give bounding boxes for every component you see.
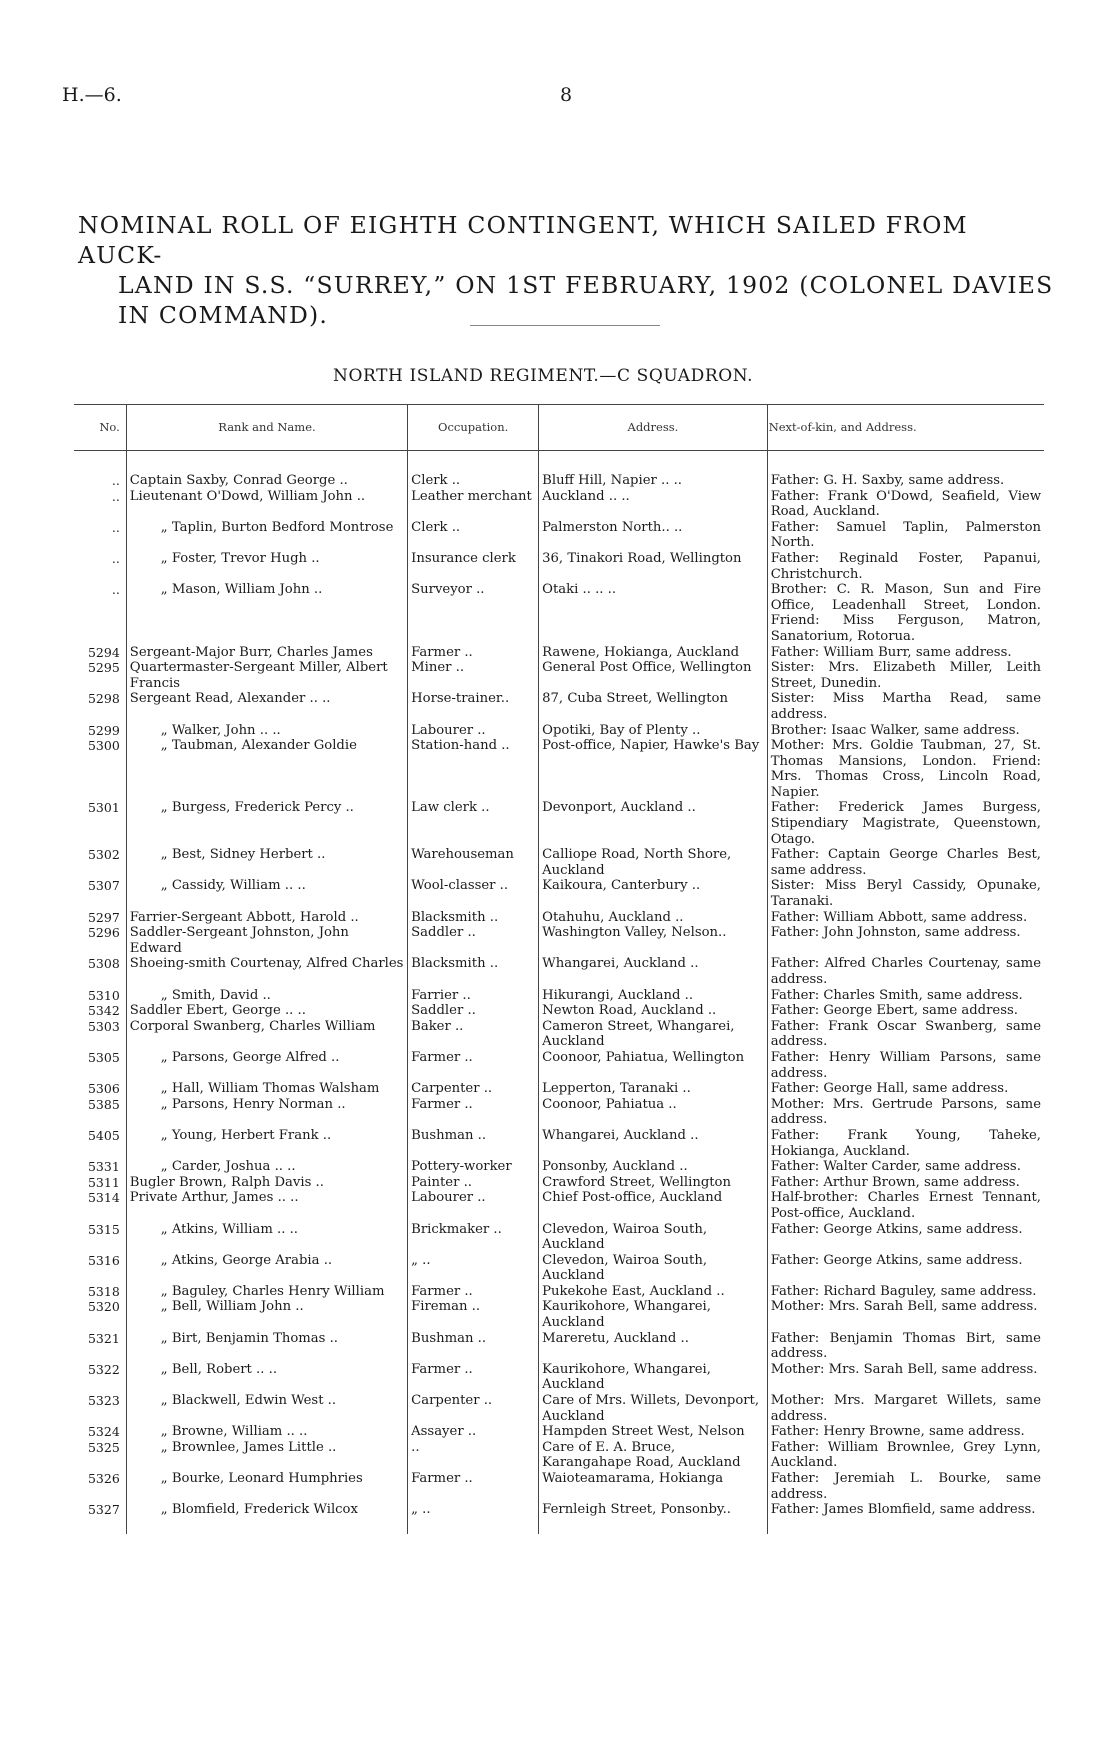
table-row [74, 1284, 1044, 1300]
cell-next-of-kin: Father: Captain George Charles Best, same address. [767, 847, 1044, 878]
cell-rank-name: Sergeant-Major Burr, Charles James [126, 645, 407, 661]
cell-address: Lepperton, Taranaki .. [539, 1081, 768, 1097]
cell-occupation: Station-hand .. [408, 738, 539, 800]
cell-rank-name: „ Cassidy, William .. .. [126, 878, 407, 909]
page-number: 8 [560, 84, 573, 106]
table-row [74, 738, 1044, 800]
cell-address: Crawford Street, Wellington [539, 1175, 768, 1191]
cell-rank-name: „ Parsons, Henry Norman .. [126, 1097, 407, 1128]
cell-next-of-kin: Father: George Ebert, same address. [767, 1003, 1044, 1019]
cell-no: .. [111, 550, 120, 566]
cell-address: Waioteamarama, Hokianga [539, 1471, 768, 1502]
cell-no: 5298 [87, 691, 120, 707]
title-divider [470, 325, 660, 326]
table-row [74, 660, 1044, 691]
cell-rank-name: „ Burgess, Frederick Percy .. [126, 800, 407, 847]
cell-next-of-kin: Mother: Mrs. Sarah Bell, same address. [767, 1299, 1044, 1330]
cell-next-of-kin: Father: George Hall, same address. [767, 1081, 1044, 1097]
cell-rank-name: „ Baguley, Charles Henry William [126, 1284, 407, 1300]
table-row [74, 723, 1044, 739]
cell-address: Care of Mrs. Willets, Devonport, Auckland [539, 1393, 768, 1424]
cell-rank-name: „ Taplin, Burton Bedford Montrose [126, 520, 407, 551]
cell-no: 5295 [87, 660, 120, 676]
cell-occupation: Farmer .. [408, 1284, 539, 1300]
table-row [74, 1471, 1044, 1502]
cell-address: Whangarei, Auckland .. [539, 956, 768, 987]
cell-address: Hikurangi, Auckland .. [539, 988, 768, 1004]
cell-next-of-kin: Father: Frederick James Burgess, Stipendiary Magistrate, Queenstown, Otago. [767, 800, 1044, 847]
table-row [74, 1050, 1044, 1081]
cell-address: Auckland .. .. [539, 489, 768, 520]
cell-address: Clevedon, Wairoa South, Auckland [539, 1222, 768, 1253]
cell-rank-name: „ Bell, William John .. [126, 1299, 407, 1330]
cell-occupation: Painter .. [408, 1175, 539, 1191]
cell-occupation: Fireman .. [408, 1299, 539, 1330]
table-row [74, 520, 1044, 551]
cell-no: 5321 [87, 1330, 120, 1346]
cell-rank-name: „ Walker, John .. .. [126, 723, 407, 739]
header-next-of-kin: Next-of-kin, and Address. [767, 405, 1044, 451]
cell-no: 5300 [87, 738, 120, 754]
cell-address: Care of E. A. Bruce, Karangahape Road, Auckland [539, 1440, 768, 1471]
cell-next-of-kin: Father: William Burr, same address. [767, 645, 1044, 661]
cell-next-of-kin: Father: Frank O'Dowd, Seafield, View Road, Auckland. [767, 489, 1044, 520]
cell-next-of-kin: Father: G. H. Saxby, same address. [767, 451, 1044, 489]
cell-address: Post-office, Napier, Hawke's Bay [539, 738, 768, 800]
table-body [74, 451, 1044, 1534]
cell-next-of-kin: Mother: Mrs. Goldie Taubman, 27, St. Thomas Mansions, London. Friend: Mrs. Thomas Cross, Lincoln Road, Napier. [767, 738, 1044, 800]
cell-no: .. [111, 582, 120, 598]
cell-address: 36, Tinakori Road, Wellington [539, 551, 768, 582]
cell-occupation: Law clerk .. [408, 800, 539, 847]
cell-rank-name: Shoeing-smith Courtenay, Alfred Charles [126, 956, 407, 987]
cell-no: 5318 [87, 1283, 120, 1299]
cell-no: 5327 [87, 1502, 120, 1518]
cell-address: Kaurikohore, Whangarei, Auckland [539, 1299, 768, 1330]
cell-occupation: Blacksmith .. [408, 956, 539, 987]
cell-address: Washington Valley, Nelson.. [539, 925, 768, 956]
cell-address: Cameron Street, Whangarei, Auckland [539, 1019, 768, 1050]
cell-next-of-kin: Sister: Mrs. Elizabeth Miller, Leith Street, Dunedin. [767, 660, 1044, 691]
cell-no: 5322 [87, 1361, 120, 1377]
cell-occupation: Insurance clerk [408, 551, 539, 582]
cell-next-of-kin: Father: James Blomfield, same address. [767, 1502, 1044, 1534]
cell-occupation: Farmer .. [408, 1050, 539, 1081]
cell-address: 87, Cuba Street, Wellington [539, 691, 768, 722]
table-row [74, 1190, 1044, 1221]
header-occupation: Occupation. [408, 405, 539, 451]
table-row [74, 1128, 1044, 1159]
cell-address: Clevedon, Wairoa South, Auckland [539, 1253, 768, 1284]
cell-occupation: Surveyor .. [408, 582, 539, 644]
cell-no: .. [111, 488, 120, 504]
cell-occupation: Wool-classer .. [408, 878, 539, 909]
cell-address: Otahuhu, Auckland .. [539, 910, 768, 926]
cell-no: 5342 [87, 1003, 120, 1019]
cell-next-of-kin: Father: Reginald Foster, Papanui, Christchurch. [767, 551, 1044, 582]
cell-next-of-kin: Father: Alfred Charles Courtenay, same address. [767, 956, 1044, 987]
cell-occupation: Farmer .. [408, 1362, 539, 1393]
cell-occupation: Leather merchant [408, 489, 539, 520]
table-row [74, 956, 1044, 987]
cell-no: 5315 [87, 1221, 120, 1237]
cell-no: 5316 [87, 1252, 120, 1268]
cell-rank-name: Corporal Swanberg, Charles William [126, 1019, 407, 1050]
cell-next-of-kin: Sister: Miss Beryl Cassidy, Opunake, Taranaki. [767, 878, 1044, 909]
cell-no: 5296 [87, 925, 120, 941]
cell-rank-name: „ Blackwell, Edwin West .. [126, 1393, 407, 1424]
cell-next-of-kin: Father: Richard Baguley, same address. [767, 1284, 1044, 1300]
cell-next-of-kin: Father: Henry William Parsons, same address. [767, 1050, 1044, 1081]
table-row [74, 1019, 1044, 1050]
cell-address: Fernleigh Street, Ponsonby.. [539, 1502, 768, 1534]
cell-no: 5294 [87, 644, 120, 660]
cell-rank-name: „ Blomfield, Frederick Wilcox [126, 1502, 407, 1534]
cell-no: 5324 [87, 1424, 120, 1440]
cell-occupation: Miner .. [408, 660, 539, 691]
cell-address: Mareretu, Auckland .. [539, 1331, 768, 1362]
title-line-2: LAND IN S.S. “SURREY,” ON 1ST FEBRUARY, 1902 (COLONEL DAVIES IN COMMAND). [118, 271, 1054, 329]
cell-no: .. [111, 519, 120, 535]
cell-rank-name: Captain Saxby, Conrad George .. [126, 451, 407, 489]
cell-occupation: Farmer .. [408, 1471, 539, 1502]
cell-address: General Post Office, Wellington [539, 660, 768, 691]
cell-next-of-kin: Brother: C. R. Mason, Sun and Fire Office, Leadenhall Street, London. Friend: Miss Ferguson, Matron, Sanatorium, Rotorua. [767, 582, 1044, 644]
cell-next-of-kin: Father: George Atkins, same address. [767, 1253, 1044, 1284]
cell-next-of-kin: Father: George Atkins, same address. [767, 1222, 1044, 1253]
cell-rank-name: „ Taubman, Alexander Goldie [126, 738, 407, 800]
cell-occupation: Saddler .. [408, 1003, 539, 1019]
cell-no: 5302 [87, 847, 120, 863]
cell-occupation: Saddler .. [408, 925, 539, 956]
cell-no: 5303 [87, 1018, 120, 1034]
table-row [74, 582, 1044, 644]
cell-no: 5308 [87, 956, 120, 972]
nominal-roll-table [74, 404, 1044, 1534]
cell-occupation: Clerk .. [408, 520, 539, 551]
cell-next-of-kin: Father: Charles Smith, same address. [767, 988, 1044, 1004]
table-row [74, 1424, 1044, 1440]
cell-next-of-kin: Sister: Miss Martha Read, same address. [767, 691, 1044, 722]
cell-rank-name: „ Hall, William Thomas Walsham [126, 1081, 407, 1097]
cell-next-of-kin: Father: John Johnston, same address. [767, 925, 1044, 956]
cell-next-of-kin: Father: Jeremiah L. Bourke, same address. [767, 1471, 1044, 1502]
cell-rank-name: „ Young, Herbert Frank .. [126, 1128, 407, 1159]
table-row [74, 1362, 1044, 1393]
cell-no: 5310 [87, 987, 120, 1003]
table-row [74, 691, 1044, 722]
cell-occupation: Bushman .. [408, 1331, 539, 1362]
cell-next-of-kin: Father: Benjamin Thomas Birt, same address. [767, 1331, 1044, 1362]
table-row [74, 1081, 1044, 1097]
cell-next-of-kin: Father: Walter Carder, same address. [767, 1159, 1044, 1175]
cell-occupation: Bushman .. [408, 1128, 539, 1159]
cell-occupation: .. [408, 1440, 539, 1471]
cell-next-of-kin: Mother: Mrs. Margaret Willets, same address. [767, 1393, 1044, 1424]
cell-next-of-kin: Father: Samuel Taplin, Palmerston North. [767, 520, 1044, 551]
cell-rank-name: „ Bourke, Leonard Humphries [126, 1471, 407, 1502]
cell-occupation: „ .. [408, 1253, 539, 1284]
table-row [74, 988, 1044, 1004]
table-row [74, 1440, 1044, 1471]
header-address: Address. [539, 405, 768, 451]
cell-address: Coonoor, Pahiatua .. [539, 1097, 768, 1128]
cell-address: Hampden Street West, Nelson [539, 1424, 768, 1440]
cell-rank-name: „ Mason, William John .. [126, 582, 407, 644]
table-row [74, 878, 1044, 909]
cell-no: 5307 [87, 878, 120, 894]
document-title [78, 210, 1058, 330]
table-row [74, 1003, 1044, 1019]
cell-occupation: Blacksmith .. [408, 910, 539, 926]
cell-occupation: Pottery-worker [408, 1159, 539, 1175]
cell-rank-name: „ Bell, Robert .. .. [126, 1362, 407, 1393]
cell-rank-name: Saddler-Sergeant Johnston, John Edward [126, 925, 407, 956]
cell-address: Bluff Hill, Napier .. .. [539, 451, 768, 489]
cell-occupation: Baker .. [408, 1019, 539, 1050]
cell-address: Chief Post-office, Auckland [539, 1190, 768, 1221]
cell-address: Palmerston North.. .. [539, 520, 768, 551]
table-row [74, 910, 1044, 926]
cell-rank-name: „ Brownlee, James Little .. [126, 1440, 407, 1471]
cell-address: Kaurikohore, Whangarei, Auckland [539, 1362, 768, 1393]
cell-no: 5323 [87, 1393, 120, 1409]
cell-rank-name: „ Birt, Benjamin Thomas .. [126, 1331, 407, 1362]
section-heading: NORTH ISLAND REGIMENT.—C SQUADRON. [333, 366, 754, 386]
cell-no: 5305 [87, 1049, 120, 1065]
cell-address: Rawene, Hokianga, Auckland [539, 645, 768, 661]
cell-next-of-kin: Father: Arthur Brown, same address. [767, 1175, 1044, 1191]
cell-next-of-kin: Father: William Abbott, same address. [767, 910, 1044, 926]
cell-rank-name: „ Best, Sidney Herbert .. [126, 847, 407, 878]
cell-occupation: Carpenter .. [408, 1081, 539, 1097]
table-row [74, 925, 1044, 956]
cell-rank-name: Lieutenant O'Dowd, William John .. [126, 489, 407, 520]
cell-no: 5301 [87, 800, 120, 816]
cell-address: Otaki .. .. .. [539, 582, 768, 644]
cell-occupation: Farmer .. [408, 645, 539, 661]
cell-address: Newton Road, Auckland .. [539, 1003, 768, 1019]
cell-rank-name: „ Parsons, George Alfred .. [126, 1050, 407, 1081]
cell-no: 5331 [87, 1159, 120, 1175]
table-row [74, 800, 1044, 847]
cell-next-of-kin: Father: William Brownlee, Grey Lynn, Auckland. [767, 1440, 1044, 1471]
cell-occupation: Labourer .. [408, 1190, 539, 1221]
cell-address: Whangarei, Auckland .. [539, 1128, 768, 1159]
cell-no: 5320 [87, 1299, 120, 1315]
cell-occupation: Warehouseman [408, 847, 539, 878]
cell-rank-name: Bugler Brown, Ralph Davis .. [126, 1175, 407, 1191]
page-header-left: H.—6. [62, 84, 122, 106]
cell-no: 5385 [87, 1096, 120, 1112]
table-row [74, 847, 1044, 878]
cell-next-of-kin: Half-brother: Charles Ernest Tennant, Post-office, Auckland. [767, 1190, 1044, 1221]
cell-occupation: Farrier .. [408, 988, 539, 1004]
cell-occupation: Brickmaker .. [408, 1222, 539, 1253]
cell-no: .. [111, 473, 120, 488]
cell-next-of-kin: Father: Henry Browne, same address. [767, 1424, 1044, 1440]
table-row [74, 1159, 1044, 1175]
table-row [74, 1502, 1044, 1534]
cell-occupation: Horse-trainer.. [408, 691, 539, 722]
cell-no: 5297 [87, 909, 120, 925]
cell-next-of-kin: Mother: Mrs. Sarah Bell, same address. [767, 1362, 1044, 1393]
cell-occupation: „ .. [408, 1502, 539, 1534]
cell-rank-name: Sergeant Read, Alexander .. .. [126, 691, 407, 722]
title-line-1: NOMINAL ROLL OF EIGHTH CONTINGENT, WHICH SAILED FROM AUCK- [78, 211, 968, 269]
header-rank-name: Rank and Name. [126, 405, 407, 451]
header-no: No. [74, 405, 126, 451]
cell-rank-name: Private Arthur, James .. .. [126, 1190, 407, 1221]
table-row [74, 1175, 1044, 1191]
cell-no: 5326 [87, 1471, 120, 1486]
cell-rank-name: Farrier-Sergeant Abbott, Harold .. [126, 910, 407, 926]
cell-rank-name: „ Atkins, George Arabia .. [126, 1253, 407, 1284]
cell-no: 5306 [87, 1081, 120, 1097]
cell-occupation: Carpenter .. [408, 1393, 539, 1424]
table-row [74, 1097, 1044, 1128]
cell-address: Devonport, Auckland .. [539, 800, 768, 847]
cell-occupation: Farmer .. [408, 1097, 539, 1128]
cell-rank-name: „ Atkins, William .. .. [126, 1222, 407, 1253]
cell-next-of-kin: Mother: Mrs. Gertrude Parsons, same address. [767, 1097, 1044, 1128]
cell-no: 5314 [87, 1190, 120, 1206]
cell-address: Kaikoura, Canterbury .. [539, 878, 768, 909]
cell-occupation: Assayer .. [408, 1424, 539, 1440]
cell-address: Opotiki, Bay of Plenty .. [539, 723, 768, 739]
cell-next-of-kin: Father: Frank Oscar Swanberg, same address. [767, 1019, 1044, 1050]
table-row [74, 1393, 1044, 1424]
table-row [74, 1222, 1044, 1253]
cell-rank-name: Quartermaster-Sergeant Miller, Albert Francis [126, 660, 407, 691]
cell-rank-name: „ Foster, Trevor Hugh .. [126, 551, 407, 582]
table-row [74, 489, 1044, 520]
cell-no: 5405 [87, 1127, 120, 1143]
table-row [74, 645, 1044, 661]
cell-address: Coonoor, Pahiatua, Wellington [539, 1050, 768, 1081]
cell-address: Pukekohe East, Auckland .. [539, 1284, 768, 1300]
cell-rank-name: „ Carder, Joshua .. .. [126, 1159, 407, 1175]
cell-next-of-kin: Brother: Isaac Walker, same address. [767, 723, 1044, 739]
cell-no: 5325 [87, 1439, 120, 1455]
table-row [74, 1253, 1044, 1284]
cell-rank-name: Saddler Ebert, George .. .. [126, 1003, 407, 1019]
cell-no: 5299 [87, 722, 120, 738]
cell-occupation: Clerk .. [408, 451, 539, 489]
table-row [74, 551, 1044, 582]
cell-address: Ponsonby, Auckland .. [539, 1159, 768, 1175]
cell-no: 5311 [87, 1174, 120, 1190]
cell-occupation: Labourer .. [408, 723, 539, 739]
table-row [74, 1331, 1044, 1362]
cell-next-of-kin: Father: Frank Young, Taheke, Hokianga, Auckland. [767, 1128, 1044, 1159]
table-row [74, 451, 1044, 489]
table-row [74, 1299, 1044, 1330]
cell-rank-name: „ Browne, William .. .. [126, 1424, 407, 1440]
cell-address: Calliope Road, North Shore, Auckland [539, 847, 768, 878]
table-header-row [74, 405, 1044, 451]
cell-rank-name: „ Smith, David .. [126, 988, 407, 1004]
